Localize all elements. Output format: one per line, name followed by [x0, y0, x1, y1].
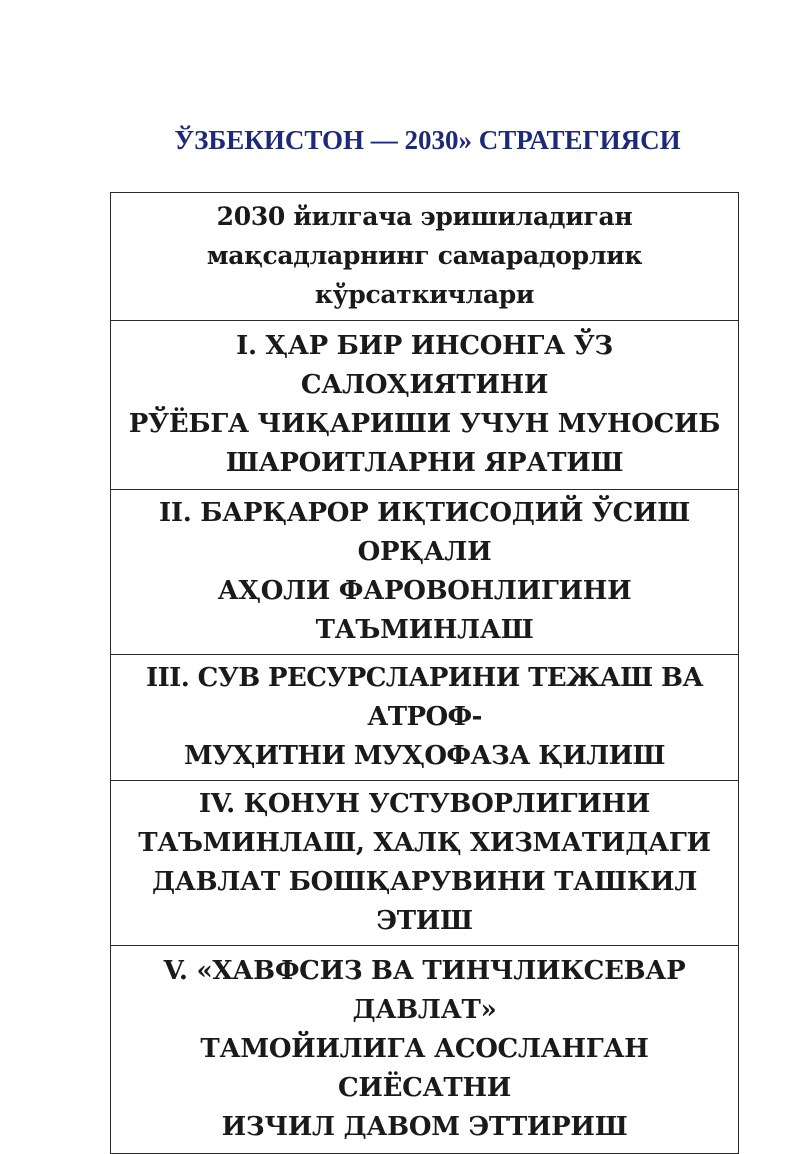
goals-table	[110, 192, 739, 1154]
table-row-goal-3: III. СУВ РЕСУРСЛАРИНИ ТЕЖАШ ВА АТРОФ- МУҲИТНИ МУҲОФАЗА ҚИЛИШ	[110, 655, 739, 781]
table-header: 2030 йилгача эришиладиган мақсадларнинг самарадорлик кўрсаткичлари	[110, 192, 739, 321]
page-title: ЎЗБЕКИСТОН — 2030» СТРАТЕГИЯСИ	[174, 125, 681, 155]
table-row-goal-4: IV. ҚОНУН УСТУВОРЛИГИНИ ТАЪМИНЛАШ, ХАЛҚ ХИЗМАТИДАГИ ДАВЛАТ БОШҚАРУВИНИ ТАШКИЛ ЭТИШ	[110, 781, 739, 946]
table-row-goal-1: I. ҲАР БИР ИНСОНГА ЎЗ САЛОҲИЯТИНИ РЎЁБГА ЧИҚАРИШИ УЧУН МУНОСИБ ШАРОИТЛАРНИ ЯРАТИШ	[110, 321, 739, 490]
table-row-goal-2: II. БАРҚАРОР ИҚТИСОДИЙ ЎСИШ ОРҚАЛИ АҲОЛИ ФАРОВОНЛИГИНИ ТАЪМИНЛАШ	[110, 490, 739, 655]
table-row-goal-5: V. «ХАВФСИЗ ВА ТИНЧЛИКСЕВАР ДАВЛАТ» ТАМОЙИЛИГА АСОСЛАНГАН СИЁСАТНИ ИЗЧИЛ ДАВОМ ЭТТИРИШ	[110, 946, 739, 1154]
